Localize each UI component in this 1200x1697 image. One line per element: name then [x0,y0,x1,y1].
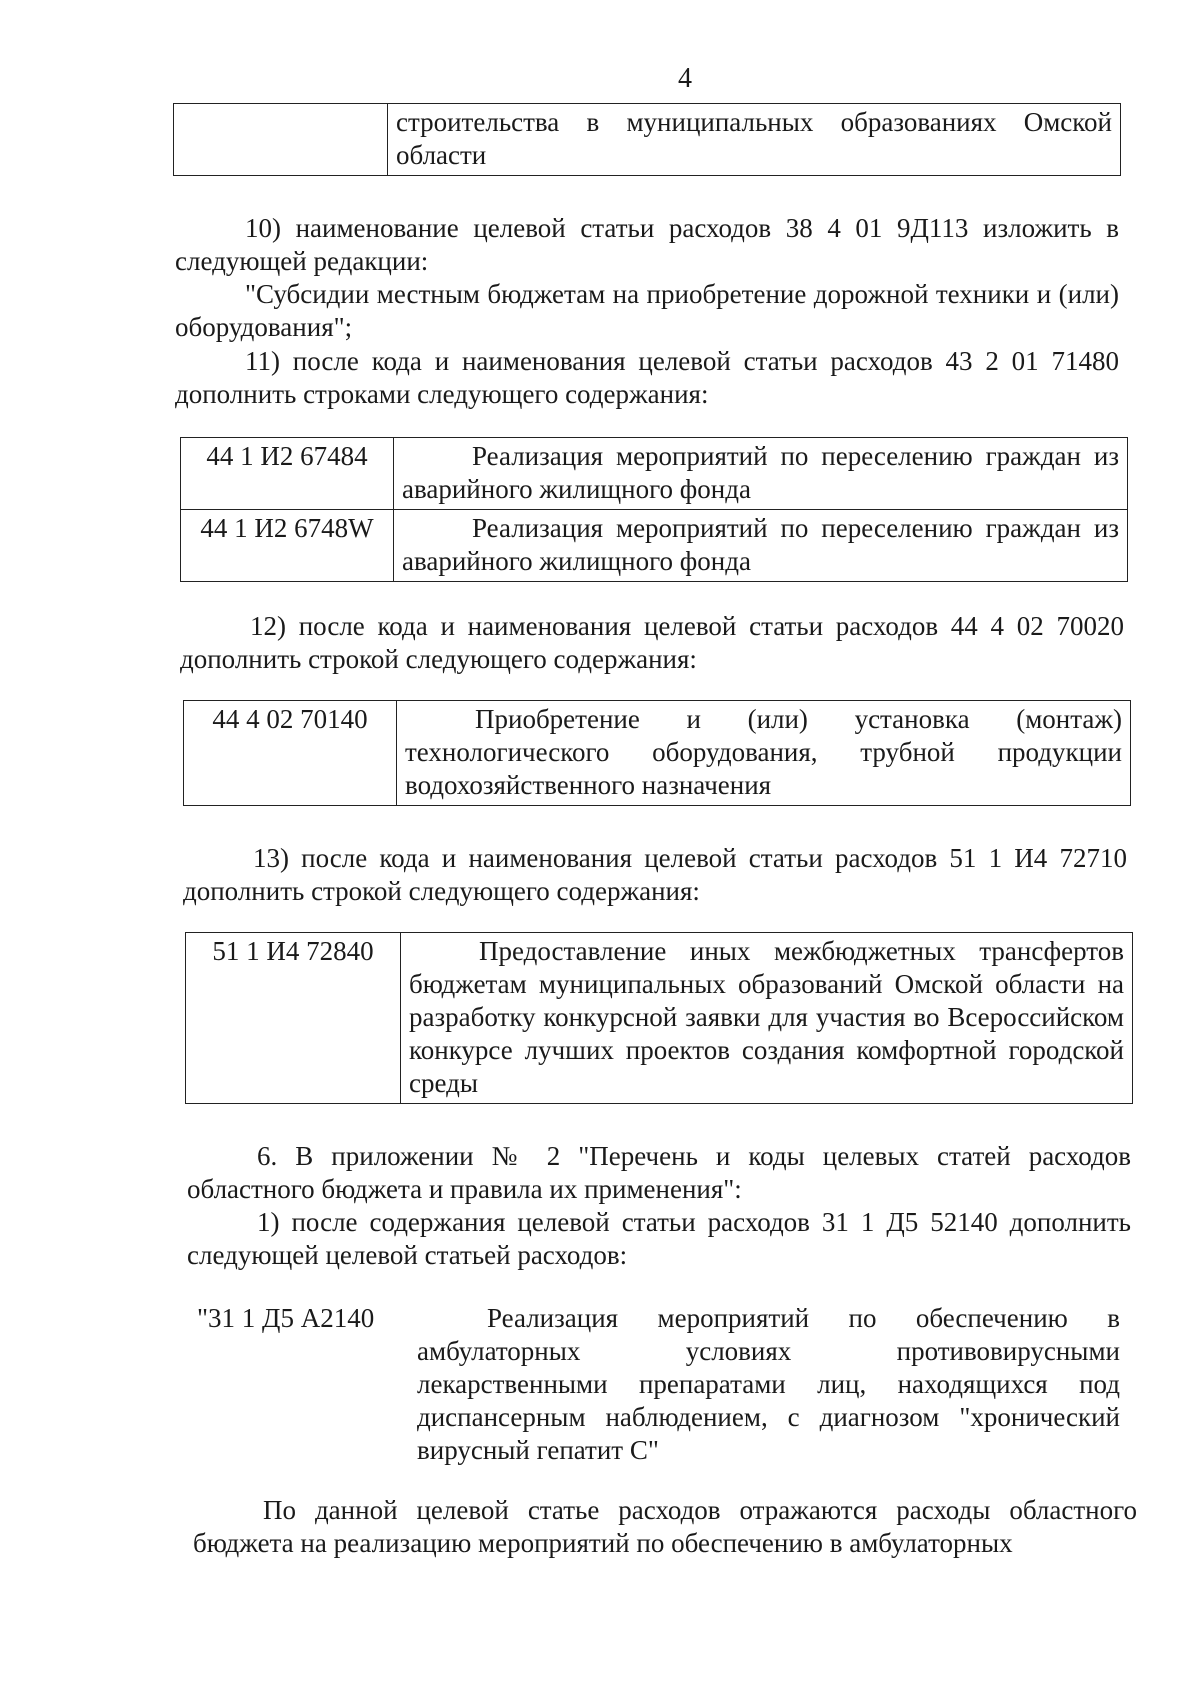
code-cell: 44 4 02 70140 [184,701,397,806]
continuation-table [173,103,1121,176]
paragraph-13: 13) после кода и наименования целевой статьи расходов 51 1 И4 72710 дополнить строкой следующего содержания: [183,843,1127,906]
paragraph-12: 12) после кода и наименования целевой статьи расходов 44 4 02 70020 дополнить строкой следующего содержания: [180,611,1124,674]
table-row [186,933,1133,1104]
code-cell: 51 1 И4 72840 [186,933,401,1104]
section-6-subparagraph-1: 1) после содержания целевой статьи расходов 31 1 Д5 52140 дополнить следующей целевой статьей расходов: [187,1207,1131,1270]
description-cell: Реализация мероприятий по переселению граждан из аварийного жилищного фонда [394,510,1128,582]
table-12 [183,700,1131,806]
table-row [181,510,1128,582]
entry-code: "31 1 Д5 А2140 [197,1303,375,1333]
code-cell: 44 1 И2 67484 [181,438,394,510]
paragraph-10-quote: "Субсидии местным бюджетам на приобретение дорожной техники и (или) оборудования"; [175,279,1119,342]
table-row [174,104,1121,176]
description-cell: Реализация мероприятий по переселению граждан из аварийного жилищного фонда [394,438,1128,510]
final-paragraph: По данной целевой статье расходов отражаются расходы областного бюджета на реализацию мероприятий по обеспечению в амбулаторных [193,1495,1137,1558]
code-cell: 44 1 И2 6748W [181,510,394,582]
description-cell: Приобретение и (или) установка (монтаж) технологического оборудования, трубной продукции водохозяйственного назначения [397,701,1131,806]
table-row [181,438,1128,510]
entry-description: Реализация мероприятий по обеспечению в амбулаторных условиях противовирусными лекарственными препаратами лиц, находящихся под диспансерным наблюдением, с диагнозом "хронический вирусный гепатит С" [417,1303,1120,1465]
description-cell: строительства в муниципальных образованиях Омской области [388,104,1121,176]
table-row [184,701,1131,806]
table-11 [180,437,1128,582]
description-cell: Предоставление иных межбюджетных трансфертов бюджетам муниципальных образований Омской области на разработку конкурсной заявки для участия во Всероссийском конкурсе лучших проектов создания комфортной городской среды [401,933,1133,1104]
page-number: 4 [678,63,692,94]
section-6-paragraph: 6. В приложении № 2 "Перечень и коды целевых статей расходов областного бюджета и правила их применения": [187,1141,1131,1204]
code-cell [174,104,388,176]
paragraph-11: 11) после кода и наименования целевой статьи расходов 43 2 01 71480 дополнить строками следующего содержания: [175,346,1119,409]
table-13 [185,932,1133,1104]
target-article-entry [197,1302,1132,1472]
paragraph-10: 10) наименование целевой статьи расходов 38 4 01 9Д113 изложить в следующей редакции: [175,213,1119,276]
